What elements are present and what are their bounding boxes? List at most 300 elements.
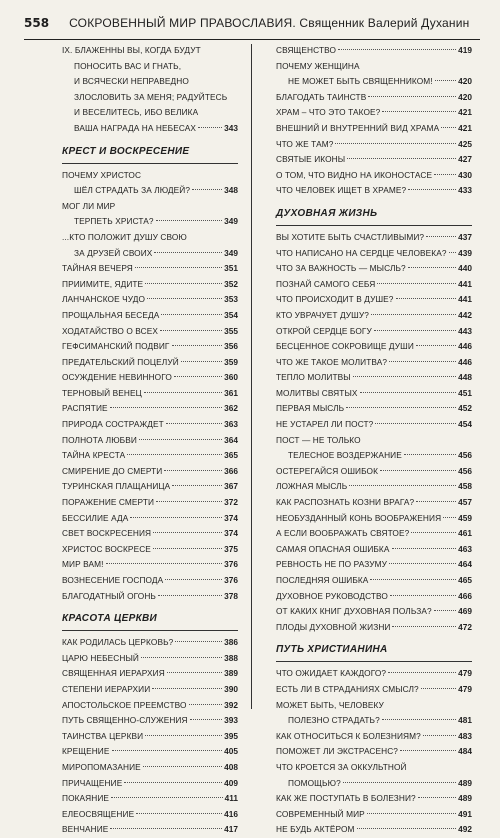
toc-entry-page: 430 [458,169,472,180]
toc-entry [276,822,472,838]
toc-entry [276,74,472,90]
toc-entry-title: ЧТО КРОЕТСЯ ЗА ОККУЛЬТНОЙ [276,761,407,772]
dot-leader [147,298,222,299]
toc-entry-page: 419 [458,45,472,55]
toc-entry-title: БЛАГОДАТНЫЙ ОГОНЬ [62,590,156,601]
toc-entry [62,464,238,480]
left-column [62,43,238,838]
toc-list [276,230,472,635]
toc-entry-page: 454 [458,419,472,430]
toc-list [276,43,472,199]
toc-entry-title: ЕЛЕОСВЯЩЕНИЕ [62,808,135,819]
section-heading: ПУТЬ ХРИСТИАНИНА [276,641,472,662]
toc-entry [62,448,238,464]
toc-entry-page: 367 [224,481,238,492]
toc-entry-title: И ВСЯЧЕСКИ НЕПРАВЕДНО [74,76,189,87]
toc-entry [276,557,472,573]
toc-entry [62,292,238,308]
toc-entry-page: 420 [458,91,472,102]
toc-entry-page: 492 [458,824,472,835]
toc-entry-title: ВНЕШНИЙ И ВНУТРЕННИЙ ВИД ХРАМА [276,122,440,133]
toc-entry [276,261,472,277]
toc-entry-title: НЕ УСТАРЕЛ ЛИ ПОСТ? [276,419,374,430]
dot-leader [396,298,457,299]
dot-leader [158,595,222,596]
toc-entry-title: ОТКРОЙ СЕРДЦЕ БОГУ [276,325,372,336]
dot-leader [145,283,222,284]
toc-entry-page: 425 [458,138,472,149]
toc-entry [276,542,472,558]
dot-leader [449,252,457,253]
dot-leader [371,314,456,315]
dot-leader [382,719,456,720]
toc-entry-page: 343 [224,122,238,133]
toc-entry-page: 393 [224,715,238,726]
toc-entry-page: 440 [458,263,472,274]
dot-leader [360,392,457,393]
toc-entry [276,90,472,106]
toc-entry-page: 388 [224,652,238,663]
dot-leader [392,548,457,549]
toc-entry-title: ТАИНСТВА ЦЕРКВИ [62,730,144,741]
toc-entry-page: 466 [458,590,472,601]
toc-entry [62,401,238,417]
toc-entry [276,152,472,168]
toc-entry-page: 389 [224,668,238,679]
dot-leader [106,563,223,564]
toc-entry-page: 420 [458,76,472,87]
toc-entry-title: ПОРАЖЕНИЕ СМЕРТИ [62,497,155,508]
dot-leader [174,376,222,377]
toc-entry-page: 437 [458,231,472,242]
toc-entry-page: 364 [224,434,238,445]
toc-entry-title: ПОЧЕМУ ЖЕНЩИНА [276,60,360,71]
toc-entry-title: ПОЗНАЙ САМОГО СЕБЯ [276,278,376,289]
toc-entry-title: ВОЗНЕСЕНИЕ ГОСПОДА [62,575,164,585]
toc-entry-title: ТУРИНСКАЯ ПЛАЩАНИЦА [62,481,171,492]
toc-entry [276,355,472,371]
toc-entry [62,261,238,277]
dot-leader [135,267,222,268]
toc-entry-title: КАК ЖЕ ПОСТУПАТЬ В БОЛЕЗНИ? [276,793,416,804]
toc-entry-page: 349 [224,247,238,258]
toc-entry-title: СВЯТЫЕ ИКОНЫ [276,154,346,165]
toc-entry-title: ЕСТЬ ЛИ В СТРАДАНИЯХ СМЫСЛ? [276,683,419,694]
dot-leader [426,236,456,237]
dot-leader [136,813,222,814]
toc-entry-title: МОЛИТВЫ СВЯТЫХ [276,387,358,398]
toc-entry-page: 458 [458,481,472,492]
toc-entry-title: ПОЛНОТА ЛЮБВИ [62,434,137,445]
toc-entry [62,199,238,215]
dot-leader [198,127,222,128]
dot-leader [389,361,456,362]
toc-entry-title: ЧТО ЧЕЛОВЕК ИЩЕТ В ХРАМЕ? [276,185,407,196]
toc-entry [276,417,472,433]
dot-leader [143,766,222,767]
toc-entry-page: 442 [458,309,472,320]
toc-entry-page: 433 [458,185,472,196]
toc-entry-page: 456 [458,450,472,461]
toc-entry-page: 457 [458,497,472,508]
toc-entry-title: ТЕРНОВЫЙ ВЕНЕЦ [62,387,142,398]
toc-entry-page: 392 [224,699,238,710]
toc-entry-title: ПРОЩАЛЬНАЯ БЕСЕДА [62,309,160,320]
toc-entry-title: РАСПЯТИЕ [62,403,108,414]
toc-entry-page: 376 [224,575,238,585]
toc-entry-title: НЕ МОЖЕТ БЫТЬ СВЯЩЕННИКОМ! [288,76,433,87]
toc-entry [62,43,238,59]
toc-entry-page: 405 [224,746,238,757]
toc-entry-title: ОСУЖДЕНИЕ НЕВИННОГО [62,372,172,383]
toc-entry [62,729,238,745]
dot-leader [124,782,222,783]
toc-entry [276,292,472,308]
dot-leader [375,423,456,424]
dot-leader [112,750,223,751]
toc-entry-page: 411 [224,793,238,804]
toc-entry-page: 421 [458,107,472,118]
dot-leader [164,470,222,471]
toc-entry [276,604,472,620]
toc-entry-title: ТЕРПЕТЬ ХРИСТА? [74,216,154,227]
toc-entry [276,324,472,340]
toc-entry [62,168,238,184]
toc-entry [62,526,238,542]
toc-entry-title: ЗЛОСЛОВИТЬ ЗА МЕНЯ; РАДУЙТЕСЬ [74,91,228,102]
toc-entry-page: 451 [458,387,472,398]
toc-entry [276,573,472,589]
toc-entry [62,495,238,511]
toc-entry-title: ЧТО НАПИСАНО НА СЕРДЦЕ ЧЕЛОВЕКА? [276,247,447,258]
toc-list [62,43,238,137]
toc-entry-title: ПОМОЩЬЮ? [288,777,341,788]
dot-leader [110,828,222,829]
toc-entry-page: 354 [224,309,238,320]
dot-leader [357,828,457,829]
dot-leader [172,345,223,346]
toc-entry [276,137,472,153]
toc-entry [276,729,472,745]
dot-leader [141,657,222,658]
dot-leader [392,626,456,627]
toc-entry-title: ПОСЛЕДНЯЯ ОШИБКА [276,575,369,585]
toc-entry-title: ПОЛЕЗНО СТРАДАТЬ? [288,715,380,726]
toc-entry [62,183,238,199]
toc-entry [276,760,472,776]
toc-entry-page: 469 [458,606,472,617]
toc-entry [276,183,472,199]
toc-entry-title: НЕ БУДЬ АКТЁРОМ [276,824,355,835]
toc-entry-page: 351 [224,263,238,274]
toc-entry [62,355,238,371]
toc-entry-title: ЗА ДРУЗЕЙ СВОИХ [74,247,153,258]
toc-entry-title: ХОДАТАЙСТВО О ВСЕХ [62,325,159,336]
toc-entry-title: ОТ КАКИХ КНИГ ДУХОВНАЯ ПОЛЬЗА? [276,606,432,617]
toc-entry [62,713,238,729]
toc-entry-title: ХРАМ – ЧТО ЭТО ТАКОЕ? [276,107,381,118]
toc-entry [276,230,472,246]
dot-leader [388,672,456,673]
toc-entry [62,651,238,667]
dot-leader [434,174,456,175]
dot-leader [343,782,456,783]
toc-entry [62,511,238,527]
toc-entry-title: IX. БЛАЖЕННЫ ВЫ, КОГДА БУДУТ [62,45,201,55]
dot-leader [156,501,222,502]
header-rule [24,39,480,40]
dot-leader [368,96,456,97]
toc-entry [276,776,472,792]
toc-entry-title: ПЛОДЫ ДУХОВНОЙ ЖИЗНИ [276,621,391,632]
dot-leader [441,127,456,128]
dot-leader [160,330,222,331]
dot-leader [435,80,456,81]
toc-entry-title: ГЕФСИМАНСКИЙ ПОДВИГ [62,341,170,352]
toc-entry-page: 416 [224,808,238,819]
toc-entry [276,713,472,729]
toc-entry-page: 374 [224,528,238,539]
toc-entry [62,386,238,402]
toc-entry [276,339,472,355]
dot-leader [380,470,456,471]
toc-entry [62,557,238,573]
toc-entry-page: 452 [458,403,472,414]
toc-list [62,635,238,838]
toc-entry-page: 489 [458,793,472,804]
toc-entry-title: ВАША НАГРАДА НА НЕБЕСАХ [74,122,197,133]
toc-entry-title: СВЕТ ВОСКРЕСЕНИЯ [62,528,152,539]
toc-entry-title: ТЕПЛО МОЛИТВЫ [276,372,351,383]
toc-entry [62,370,238,386]
column-divider [251,44,252,709]
toc-entry [62,324,238,340]
toc-entry [276,308,472,324]
toc-entry-title: РЕВНОСТЬ НЕ ПО РАЗУМУ [276,559,388,570]
toc-entry-title: АПОСТОЛЬСКОЕ ПРЕЕМСТВО [62,699,187,710]
dot-leader [389,563,456,564]
toc-entry-title: МИР ВАМ! [62,559,104,570]
toc-entry [276,666,472,682]
section-heading: КРЕСТ И ВОСКРЕСЕНИЕ [62,143,238,164]
toc-entry-page: 376 [224,559,238,570]
toc-entry-title: МИРОПОМАЗАНИЕ [62,761,141,772]
dot-leader [153,532,222,533]
dot-leader [139,439,222,440]
toc-entry-page: 427 [458,154,472,165]
toc-entry-page: 441 [458,278,472,289]
toc-entry [62,791,238,807]
toc-entry [276,277,472,293]
toc-list [276,666,472,838]
toc-entry [62,698,238,714]
toc-entry [276,448,472,464]
toc-entry-title: СВЯЩЕННАЯ ИЕРАРХИЯ [62,668,165,679]
toc-entry [62,744,238,760]
toc-entry-title: ХРИСТОС ВОСКРЕСЕ [62,543,151,554]
toc-entry-title: ТЕЛЕСНОЕ ВОЗДЕРЖАНИЕ [288,450,402,461]
toc-entry [276,401,472,417]
toc-entry-title: ПОМОЖЕТ ЛИ ЭКСТРАСЕНС? [276,746,399,757]
toc-entry [62,635,238,651]
toc-entry-page: 448 [458,372,472,383]
dot-leader [404,454,456,455]
toc-entry [62,589,238,605]
toc-entry [62,308,238,324]
toc-entry-title: НЕОБУЗДАННЫЙ КОНЬ ВООБРАЖЕНИЯ [276,512,442,523]
toc-entry [276,168,472,184]
toc-entry [62,121,238,137]
dot-leader [145,735,222,736]
toc-entry-title: ПОКАЯНИЕ [62,793,110,804]
toc-entry-page: 491 [458,808,472,819]
toc-entry-page: 409 [224,777,238,788]
toc-entry-page: 439 [458,247,472,258]
dot-leader [423,735,456,736]
toc-entry-page: 395 [224,730,238,741]
toc-entry-page: 365 [224,450,238,461]
section-heading: КРАСОТА ЦЕРКВИ [62,610,238,631]
toc-entry-title: ПРИИМИТЕ, ЯДИТЕ [62,278,144,289]
toc-entry [276,43,472,59]
toc-entry-page: 349 [224,216,238,227]
toc-entry [62,277,238,293]
right-column [276,43,472,838]
toc-entry [276,464,472,480]
toc-entry-title: ПЕРВАЯ МЫСЛЬ [276,403,345,414]
dot-leader [421,688,456,689]
dot-leader [338,49,456,50]
dot-leader [167,672,222,673]
toc-entry [62,682,238,698]
dot-leader [190,719,223,720]
dot-leader [374,330,456,331]
toc-entry-title: БЕССИЛИЕ АДА [62,512,129,523]
toc-entry [62,760,238,776]
toc-entry-title: КТО УВРАЧУЕТ ДУШУ? [276,309,369,320]
toc-entry-page: 465 [458,575,472,585]
dot-leader [130,517,222,518]
dot-leader [161,314,222,315]
toc-entry [62,573,238,589]
toc-entry-title: КРЕЩЕНИЕ [62,746,110,757]
toc-entry-title: КАК ОТНОСИТЬСЯ К БОЛЕЗНИЯМ? [276,730,421,741]
toc-entry-page: 375 [224,543,238,554]
toc-entry [62,666,238,682]
toc-entry-title: ВЫ ХОТИТЕ БЫТЬ СЧАСТЛИВЫМИ? [276,231,425,242]
toc-entry-title: ...КТО ПОЛОЖИТ ДУШУ СВОЮ [62,231,187,242]
dot-leader [408,267,456,268]
toc-entry-title: И ВЕСЕЛИТЕСЬ, ИБО ВЕЛИКА [74,107,199,118]
toc-entry-page: 355 [224,325,238,336]
dot-leader [377,283,456,284]
dot-leader [172,485,222,486]
toc-entry-page: 417 [224,824,238,835]
dot-leader [411,532,456,533]
toc-entry-page: 390 [224,683,238,694]
toc-entry [276,370,472,386]
dot-leader [416,345,456,346]
running-title: СОКРОВЕННЫЙ МИР ПРАВОСЛАВИЯ. Священник Валерий Духанин [69,16,470,30]
toc-entry-page: 378 [224,590,238,601]
toc-entry [276,807,472,823]
toc-entry-title: ТАЙНАЯ ВЕЧЕРЯ [62,263,133,274]
page-header [24,16,480,38]
dot-leader [353,376,456,377]
toc-entry [62,59,238,75]
toc-entry-title: ШЁЛ СТРАДАТЬ ЗА ЛЮДЕЙ? [74,185,191,196]
toc-entry-page: 356 [224,341,238,352]
dot-leader [349,485,456,486]
toc-entry-page: 481 [458,715,472,726]
toc-entry-page: 348 [224,185,238,196]
toc-entry-page: 483 [458,730,472,741]
toc-entry [276,791,472,807]
toc-entry-title: МОГ ЛИ МИР [62,200,116,211]
dot-leader [127,454,222,455]
dot-leader [152,688,222,689]
toc-entry-page: 472 [458,621,472,632]
dot-leader [153,548,222,549]
toc-entry [62,246,238,262]
toc-entry-page: 464 [458,559,472,570]
section-heading: ДУХОВНАЯ ЖИЗНЬ [276,205,472,226]
toc-entry-page: 441 [458,294,472,305]
dot-leader [175,641,222,642]
toc-entry-page: 484 [458,746,472,757]
toc-entry-page: 372 [224,497,238,508]
toc-entry-title: БЕСЦЕННОЕ СОКРОВИЩЕ ДУШИ [276,341,414,352]
toc-entry-page: 479 [458,668,472,679]
toc-entry-title: ЧТО ЖЕ ТАМ? [276,138,334,149]
dot-leader [347,158,456,159]
dot-leader [390,595,456,596]
toc-entry-page: 362 [224,403,238,414]
toc-entry [276,682,472,698]
toc-entry [276,386,472,402]
toc-entry [62,214,238,230]
page-number: 558 [24,16,50,30]
toc-entry-page: 446 [458,356,472,367]
toc-entry-page: 456 [458,465,472,476]
toc-entry-title: ЧТО ПРОИСХОДИТ В ДУШЕ? [276,294,394,305]
toc-entry [276,59,472,75]
dot-leader [156,220,223,221]
dot-leader [110,407,223,408]
toc-entry-page: 446 [458,341,472,352]
toc-entry [276,744,472,760]
toc-entry-page: 408 [224,761,238,772]
toc-entry-title: СОВРЕМЕННЫЙ МИР [276,808,365,819]
dot-leader [111,797,223,798]
toc-entry-title: ЛАНЧАНСКОЕ ЧУДО [62,294,146,305]
toc-entry-page: 360 [224,372,238,383]
toc-entry-title: О ТОМ, ЧТО ВИДНО НА ИКОНОСТАСЕ [276,169,433,180]
dot-leader [408,189,456,190]
dot-leader [165,579,222,580]
dot-leader [346,407,456,408]
dot-leader [382,111,456,112]
toc-list [62,168,238,605]
toc-entry [62,776,238,792]
dot-leader [181,361,222,362]
toc-entry-title: ПРИРОДА СОСТРАЖДЕТ [62,419,164,430]
toc-entry-page: 353 [224,294,238,305]
toc-entry-title: ПОЧЕМУ ХРИСТОС [62,169,142,180]
toc-entry [276,479,472,495]
dot-leader [367,813,456,814]
dot-leader [144,392,222,393]
